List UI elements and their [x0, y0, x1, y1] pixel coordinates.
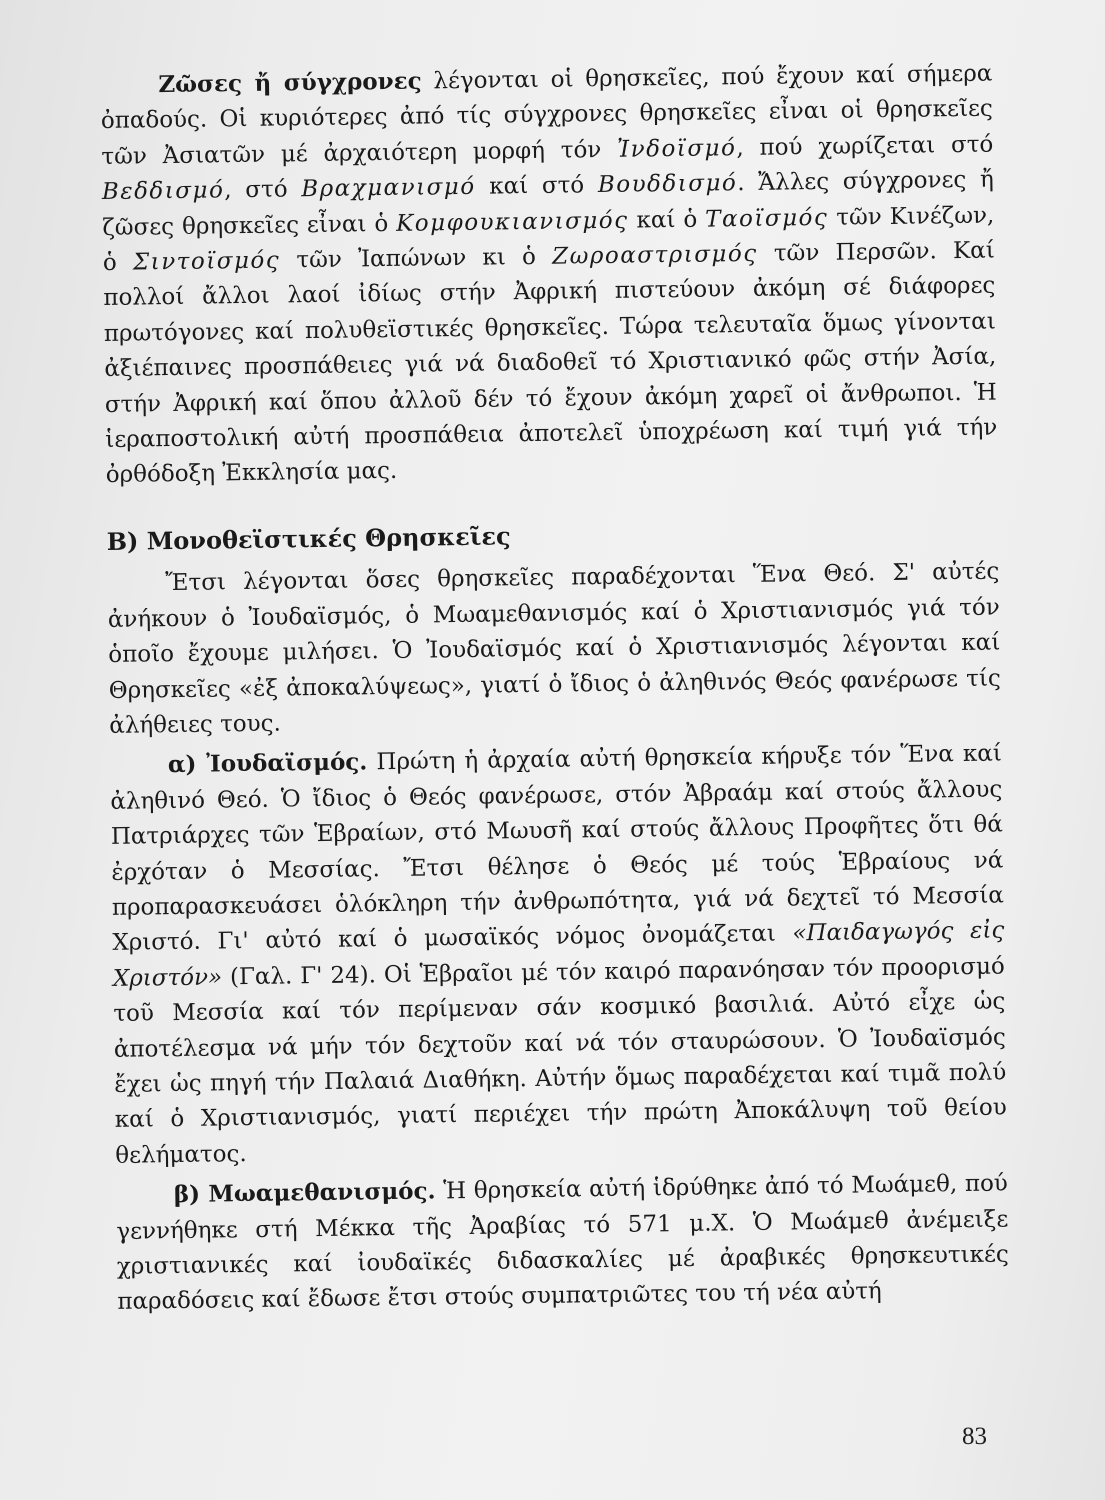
islam-label: β) Μωαμεθανισμός.	[173, 1177, 436, 1209]
intro-text-2: , πού χωρίζεται στό	[736, 131, 994, 161]
term-vedism: Βεδδισμό	[101, 177, 225, 206]
monotheistic-intro-paragraph: Ἔτσι λέγονται ὅσες θρησκεῖες παραδέχονται Ἕνα Θεό. Σ' αὐτές ἀνήκουν ὁ Ἰουδαϊσμός, ὁ Μωαμεθανισμός καί ὁ Χριστιανισμός γιά τόν ὁποῖο ἔχουμε μιλήσει. Ὁ Ἰουδαϊσμός καί ὁ Χριστιανισμός λέγονται καί Θρησκεῖες «ἐξ ἀποκαλύψεως», γιατί ὁ ἴδιος ὁ ἀληθινός Θεός φανέρωσε τίς ἀλήθειες τους.	[107, 558, 1001, 739]
intro-text-7: τῶν Κινέζων, ὁ	[102, 202, 995, 277]
term-hinduism: Ἰνδοϊσμό	[616, 134, 737, 163]
intro-text-6: καί ὁ	[628, 206, 706, 234]
intro-text-5: . Ἄλλες σύγχρονες ἤ ζῶσες θρησκεῖες εἶναι ὁ	[102, 166, 994, 241]
intro-text-4: καί στό	[475, 172, 599, 200]
judaism-text-1: Πρώτη ἡ ἀρχαία αὐτή θρησκεία κήρυξε τόν Ἕνα καί ἀληθινό Θεό. Ὁ ἴδιος ὁ Θεός φανέρωσε, στόν Ἀβραάμ καί στούς ἄλλους Πατριάρχες τῶν Ἑβραίων, στό Μωυσῆ καί στούς ἄλλους Προφῆτες ὅτι θά ἐρχόταν ὁ Μεσσίας. Ἔτσι θέλησε ὁ Θεός μέ τούς Ἑβραίους νά προπαρασκευάσει ὁλόκληρη τήν ἀνθρωπότητα, γιά νά δεχτεῖ τό Μεσσία Χριστό. Γι' αὐτό καί ὁ μωσαϊκός νόμος ὀνομάζεται	[110, 740, 1004, 957]
term-brahmanism: Βραχμανισμό	[301, 173, 476, 203]
intro-text-1: λέγονται οἱ θρησκεῖες, πού ἔχουν καί σήμερα ὀπαδούς. Οἱ κυριότερες ἀπό τίς σύγχρονες θρησκεῖες εἶναι οἱ θρησκεῖες τῶν Ἀσιατῶν μέ ἀρχαιότερη μορφή τόν	[100, 60, 993, 170]
term-living-religions: Ζῶσες ἤ σύγχρονες	[158, 67, 422, 99]
intro-text-8: τῶν Ἰαπώνων κι ὁ	[279, 243, 553, 274]
intro-text-3: , στό	[224, 176, 302, 204]
intro-paragraph	[100, 56, 998, 494]
page-number: 83	[962, 1423, 987, 1450]
term-taoism: Ταοϊσμός	[705, 204, 829, 233]
islam-text-1: Ἡ θρησκεία αὐτή ἱδρύθηκε ἀπό τό Μωάμεθ, πού γεννήθηκε στή Μέκκα τῆς Ἀραβίας τό 571 μ.Χ. Ὁ Μωάμεθ ἀνέμειξε χριστιανικές καί ἰουδαϊκές διδασκαλίες μέ ἀραβικές θρησκευτικές παραδόσεις καί ἔδωσε ἔτσι στούς συμπατριῶτες του τή νέα αὐτή	[116, 1170, 1009, 1316]
term-zoroastrianism: Ζωροαστρισμός	[551, 240, 758, 270]
judaism-label: α) Ἰουδαϊσμός.	[167, 748, 368, 779]
islam-paragraph	[116, 1166, 1010, 1321]
term-shintoism: Σιντοϊσμός	[132, 247, 281, 276]
page-body	[100, 46, 1010, 1321]
section-heading-monotheistic: Β) Μονοθεϊστικές Θρησκεῖες	[106, 521, 511, 556]
judaism-text-2: (Γαλ. Γ' 24). Οἱ Ἑβραῖοι μέ τόν καιρό παρανόησαν τόν προορισμό τοῦ Μεσσία καί τόν περίμεναν σάν κοσμικό βασιλιά. Αὐτό εἶχε ὡς ἀποτέλεσμα νά μήν τόν δεχτοῦν καί νά τόν σταυρώσουν. Ὁ Ἰουδαϊσμός ἔχει ὡς πηγή τήν Παλαιά Διαθήκη. Αὐτήν ὅμως παραδέχεται καί τιμᾶ πολύ καί ὁ Χριστιανισμός, γιατί περιέχει τήν πρώτη Ἀποκάλυψη τοῦ θείου θελήματος.	[113, 953, 1007, 1169]
judaism-paragraph	[110, 736, 1008, 1174]
term-buddhism: Βουδδισμό	[597, 170, 738, 199]
intro-text-9: τῶν Περσῶν. Καί πολλοί ἄλλοι λαοί ἰδίως στήν Ἀφρική πιστεύουν ἀκόμη σέ διάφορες πρωτόγονες καί πολυθεϊστικές θρησκεῖες. Τώρα τελευταῖα ὅμως γίνονται ἀξιέπαινες προσπάθειες γιά νά διαδοθεῖ τό Χριστιανικό φῶς στήν Ἀσία, στήν Ἀφρική καί ὅπου ἀλλοῦ δέν τό ἔχουν ἀκόμη χαρεῖ οἱ ἄνθρωποι. Ἡ ἱεραποστολική αὐτή προσπάθεια ἀποτελεῖ ὑποχρέωση καί τιμή γιά τήν ὀρθόδοξη Ἐκκλησία μας.	[103, 237, 998, 489]
term-confucianism: Κομφουκιανισμός	[395, 207, 629, 237]
judaism-quote: «Παιδαγωγός εἰς Χριστόν»	[112, 917, 1005, 992]
